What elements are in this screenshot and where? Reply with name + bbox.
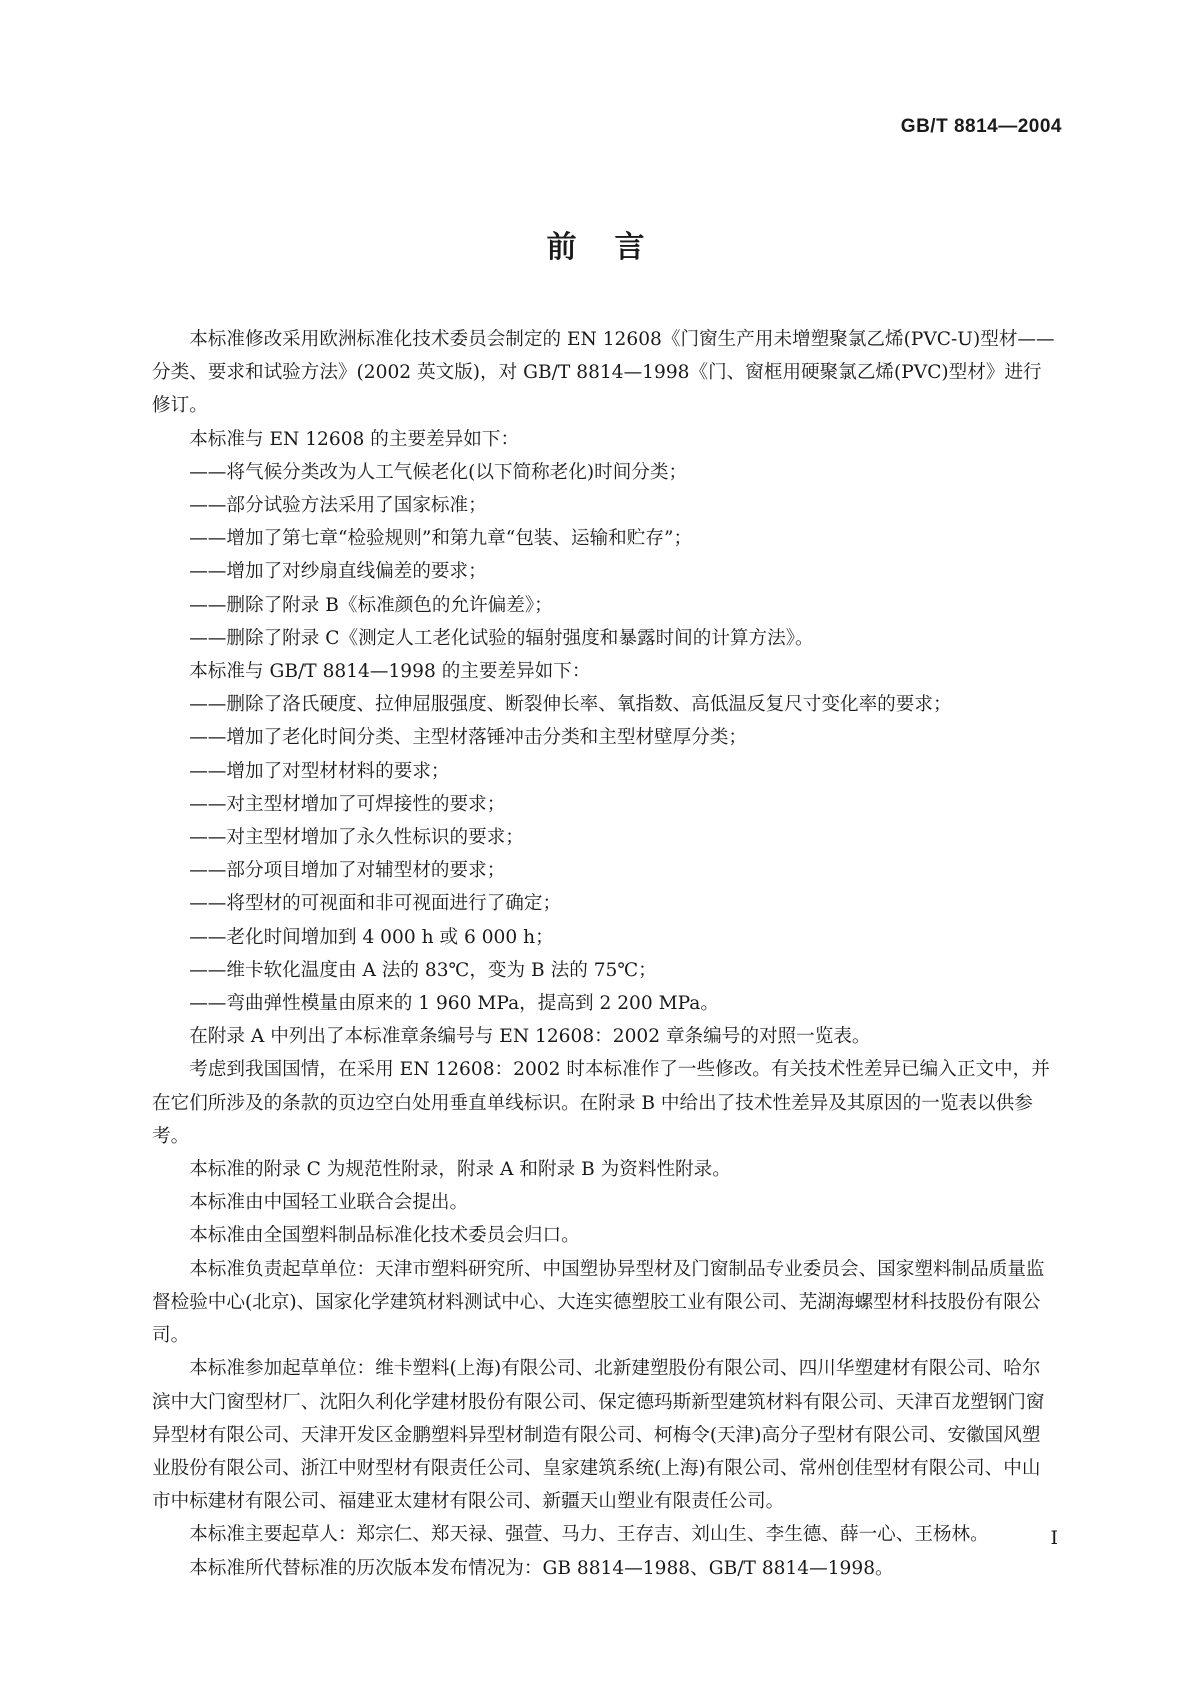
paragraph: 本标准主要起草人：郑宗仁、郑天禄、强萱、马力、王存吉、刘山生、李生德、薛一心、王杨林。 [189,1524,989,1546]
paragraph: 本标准由全国塑料制品标准化技术委员会归口。 [189,1225,580,1247]
list-item: ——增加了对型材材料的要求； [189,760,450,782]
list-item: ——增加了第七章“检验规则”和第九章“包装、运输和贮存”； [189,528,693,550]
list-item: ——部分项目增加了对辅型材的要求； [189,860,506,882]
paragraph: 本标准的附录 C 为规范性附录，附录 A 和附录 B 为资料性附录。 [189,1159,731,1181]
list-item: ——对主型材增加了可焊接性的要求； [189,793,506,815]
list-item: ——增加了老化时间分类、主型材落锤冲击分类和主型材壁厚分类； [189,727,748,749]
paragraph: 本标准负责起草单位：天津市塑料研究所、中国塑协异型材及门窗制品专业委员会、国家塑料制品质量监督检验中心(北京)、国家化学建筑材料测试中心、大连实德塑胶工业有限公司、芜湖海螺型材科技股份有限公司。 [152,1258,1045,1347]
paragraph: 本标准与 EN 12608 的主要差异如下： [189,428,520,450]
list-item: ——老化时间增加到 4 000 h 或 6 000 h； [189,926,554,948]
standard-code: GB/T 8814—2004 [900,116,1062,137]
paragraph: 考虑到我国国情，在采用 EN 12608：2002 时本标准作了一些修改。有关技术性差异已编入正文中，并在它们所涉及的条款的页边空白处用垂直单线标识。在附录 B 中给出了技术性差异及其原因的一览表以供参考。 [152,1059,1050,1147]
paragraph: 本标准修改采用欧洲标准化技术委员会制定的 EN 12608《门窗生产用未增塑聚氯乙烯(PVC-U)型材——分类、要求和试验方法》(2002 英文版)，对 GB/T 8814—1998《门、窗框用硬聚氯乙烯(PVC)型材》进行修订。 [152,329,1055,417]
list-item: ——部分试验方法采用了国家标准； [189,495,487,517]
list-item: ——将型材的可视面和非可视面进行了确定； [189,893,562,915]
page-number: I [1050,1527,1058,1549]
foreword-body [152,323,1058,1585]
list-item: ——删除了洛氏硬度、拉伸屈服强度、断裂伸长率、氧指数、高低温反复尺寸变化率的要求； [189,694,952,716]
paragraph: 本标准所代替标准的历次版本发布情况为：GB 8814—1988、GB/T 8814—1998。 [189,1557,894,1579]
list-item: ——增加了对纱扇直线偏差的要求； [189,561,487,583]
list-item: ——对主型材增加了永久性标识的要求； [189,827,524,849]
list-item: ——弯曲弹性模量由原来的 1 960 MPa，提高到 2 200 MPa。 [189,993,719,1015]
paragraph: 在附录 A 中列出了本标准章条编号与 EN 12608：2002 章条编号的对照一览表。 [189,1026,871,1048]
list-item: ——删除了附录 B《标准颜色的允许偏差》； [189,594,553,616]
paragraph: 本标准参加起草单位：维卡塑料(上海)有限公司、北新建塑股份有限公司、四川华塑建材有限公司、哈尔滨中大门窗型材厂、沈阳久利化学建材股份有限公司、保定德玛斯新型建筑材料有限公司、天津百龙塑钢门窗异型材有限公司、天津开发区金鹏塑料异型材制造有限公司、柯梅令(天津)高分子型材有限公司、安徽国风塑业股份有限公司、浙江中财型材有限责任公司、皇家建筑系统(上海)有限公司、常州创佳型材有限公司、中山市中标建材有限公司、福建亚太建材有限公司、新疆天山塑业有限责任公司。 [152,1358,1045,1513]
paragraph: 本标准由中国轻工业联合会提出。 [189,1192,469,1214]
paragraph: 本标准与 GB/T 8814—1998 的主要差异如下： [189,661,591,683]
list-item: ——将气候分类改为人工气候老化(以下简称老化)时间分类； [189,461,688,483]
page-title: 前言 [546,230,683,265]
list-item: ——维卡软化温度由 A 法的 83℃，变为 B 法的 75℃； [189,959,657,981]
list-item: ——删除了附录 C《测定人工老化试验的辐射强度和暴露时间的计算方法》。 [189,627,814,649]
